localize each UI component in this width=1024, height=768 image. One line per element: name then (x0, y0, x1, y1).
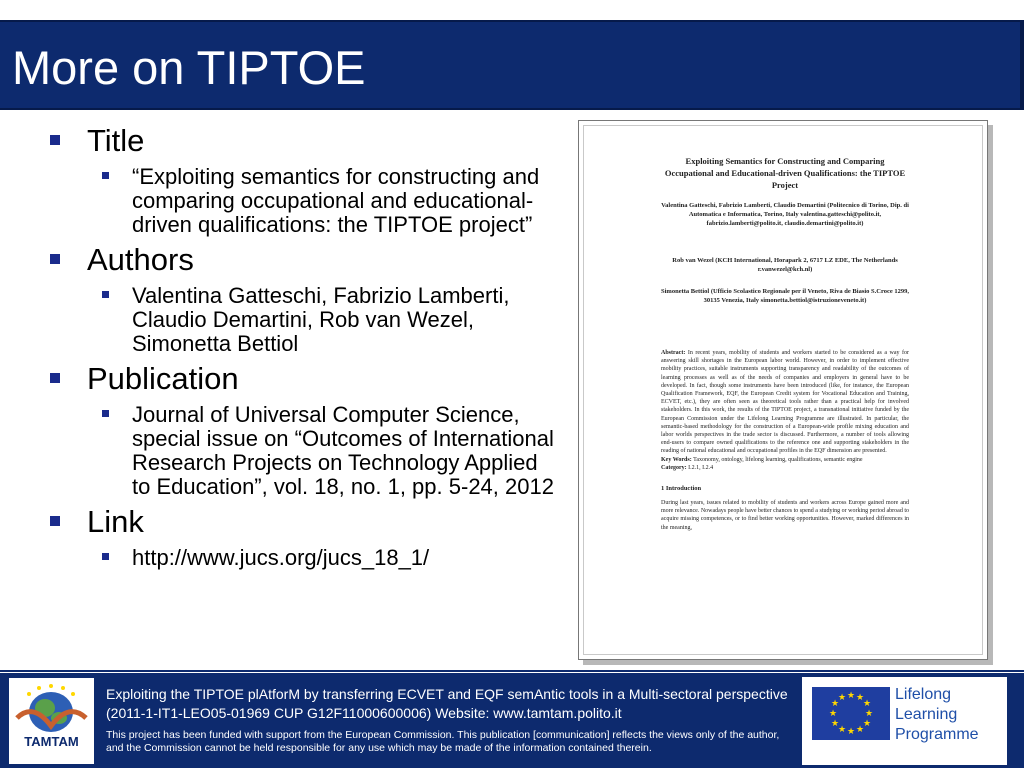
svg-text:★: ★ (837, 693, 847, 703)
svg-text:★: ★ (846, 691, 856, 701)
svg-text:★: ★ (855, 725, 865, 735)
keywords-text: Taxonomy, ontology, lifelong learning, qualifications, semantic engine (693, 456, 863, 463)
svg-text:★: ★ (837, 725, 847, 735)
sub-bullet-square-icon (102, 410, 109, 417)
sub-bullet-square-icon (102, 553, 109, 560)
category-label: Category: (661, 464, 687, 471)
bullet-authors (50, 243, 560, 277)
footer-rule (0, 670, 1024, 672)
svg-text:★: ★ (862, 699, 872, 709)
llp-line-3: Programme (895, 726, 979, 743)
bullet-square-icon (50, 373, 60, 383)
sub-bullet-text: “Exploiting semantics for constructing and comparing occupational and educational-driven qualifications: the TIPTOE project” (132, 164, 540, 237)
bullet-publication (50, 362, 560, 396)
llp-line-1: Lifelong (895, 686, 952, 703)
llp-label (895, 685, 979, 745)
bullet-heading: Title (87, 123, 145, 158)
sub-bullet-title-text (87, 165, 560, 237)
eu-stars-icon (812, 687, 890, 740)
paper-authors-3: Simonetta Bettiol (Ufficio Scolastico Regionale per il Veneto, Riva de Biasio S.Croce 1299, 30135 Venezia, Italy simonetta.bettiol@istruzioneveneto.it) (661, 288, 909, 304)
bullet-heading: Publication (87, 361, 239, 396)
title-bar-edge (1020, 22, 1024, 108)
tamtam-globe-icon (13, 682, 90, 734)
bullet-heading: Link (87, 504, 144, 539)
tamtam-logo (8, 677, 95, 765)
svg-text:★: ★ (828, 709, 838, 719)
bullet-heading: Authors (87, 242, 194, 277)
svg-text:★: ★ (830, 699, 840, 709)
keywords-label: Key Words: (661, 456, 692, 463)
footer-disclaimer: This project has been funded with support from the European Commission. This publication [communication] reflects the views only of the author, and the Commission cannot be held responsible for any use which may be made of the information contained therein. (106, 729, 780, 754)
footer-project-text: Exploiting the TIPTOE plAtforM by transferring ECVET and EQF semAntic tools in a Multi-sectoral perspective (2011-1-IT1-LEO05-01969 CUP G12F11000600006) Website: www.tamtam.polito.it (106, 686, 788, 721)
paper-thumbnail (578, 120, 988, 660)
link-url[interactable]: http://www.jucs.org/jucs_18_1/ (132, 545, 430, 570)
sub-bullet-text: Journal of Universal Computer Science, special issue on “Outcomes of International Research Projects on Technology Applied to Education”, vol. 18, no. 1, pp. 5-24, 2012 (132, 402, 554, 499)
svg-text:★: ★ (862, 719, 872, 729)
slide-title: More on TIPTOE (12, 41, 366, 94)
llp-line-2: Learning (895, 706, 958, 723)
bullet-square-icon (50, 516, 60, 526)
footer-text-area (103, 677, 793, 765)
bullet-title (50, 124, 560, 158)
tamtam-logo-label: TAMTAM (24, 734, 79, 749)
paper-intro-text: During last years, issues related to mobility of students and workers across Europe gained more and more relevance. Nowadays people have better chances to spend a studying or working period abroad to acquire missing competences, or to find better working opportunities. However, marked differences in the meaning, (661, 500, 909, 531)
sub-bullet-text: Valentina Gatteschi, Fabrizio Lamberti, Claudio Demartini, Rob van Wezel, Simonetta Bettiol (132, 283, 510, 356)
eu-flag-icon (812, 687, 890, 740)
paper-authors-2: Rob van Wezel (KCH International, Horapark 2, 6717 LZ EDE, The Netherlands r.vanwezel@kch.nl) (672, 257, 898, 273)
sub-bullet-link-text (87, 546, 560, 570)
sub-bullet-square-icon (102, 291, 109, 298)
abstract-text: In recent years, mobility of students and workers started to be considered as a way for answering skill shortages in the European labor world. However, in order to implement effective mobility practices, suitable instruments supporting transparency and readability of the outcomes of learning processes as well as of the needs of companies and employers in general have to be developed. In fact, though some instruments have been introduced (like, for instance, the European Qualification Framework, EQF, the European Credit system for Vocational Education and Training, ECVET, etc.), they are often seen as theoretical tools rather than a practical help for involved stakeholders. In this work, the results of the TIPTOE project, a transnational initiative funded by the European Commission under the Lifelong Learning Programme are illustrated. In particular, the semantic-based methodology for the construction of a European-wide profile mixing education and labor worlds perspectives in the trade sector is discussed. Furthermore, a number of tools allowing end-users to compare owned qualifications to the reference one and supporting stakeholders in the reading of national educational and occupational profiles in the EQF dimension are presented. (661, 350, 909, 455)
svg-text:★: ★ (864, 709, 874, 719)
bullet-square-icon (50, 254, 60, 264)
sub-bullet-authors-text (87, 284, 560, 356)
paper-abstract (661, 349, 909, 472)
paper-section-heading: 1 Introduction (661, 485, 702, 492)
title-bar (0, 20, 1024, 110)
paper-authors-1: Valentina Gatteschi, Fabrizio Lamberti, Claudio Demartini (Politecnico di Torino, Dip. di Automatica e Informatica, Torino, Italy valentina.gatteschi@polito.it, fabrizio.lamberti@polito.it, claudio.demartini@polito.it) (661, 202, 909, 227)
lifelong-learning-logo (802, 677, 1007, 765)
abstract-label: Abstract: (661, 350, 686, 356)
svg-text:★: ★ (855, 693, 865, 703)
bullet-list (50, 118, 560, 572)
sub-bullet-square-icon (102, 172, 109, 179)
category-text: I.2.1, I.2.4 (688, 464, 714, 471)
bullet-square-icon (50, 135, 60, 145)
sub-bullet-publication-text (87, 403, 560, 499)
bullet-link (50, 505, 560, 539)
paper-title: Exploiting Semantics for Constructing and Comparing Occupational and Educational-driven Qualifications: the TIPTOE Project (664, 156, 906, 190)
svg-text:★: ★ (846, 727, 856, 737)
svg-text:★: ★ (830, 719, 840, 729)
footer-right-strip (1012, 677, 1024, 765)
